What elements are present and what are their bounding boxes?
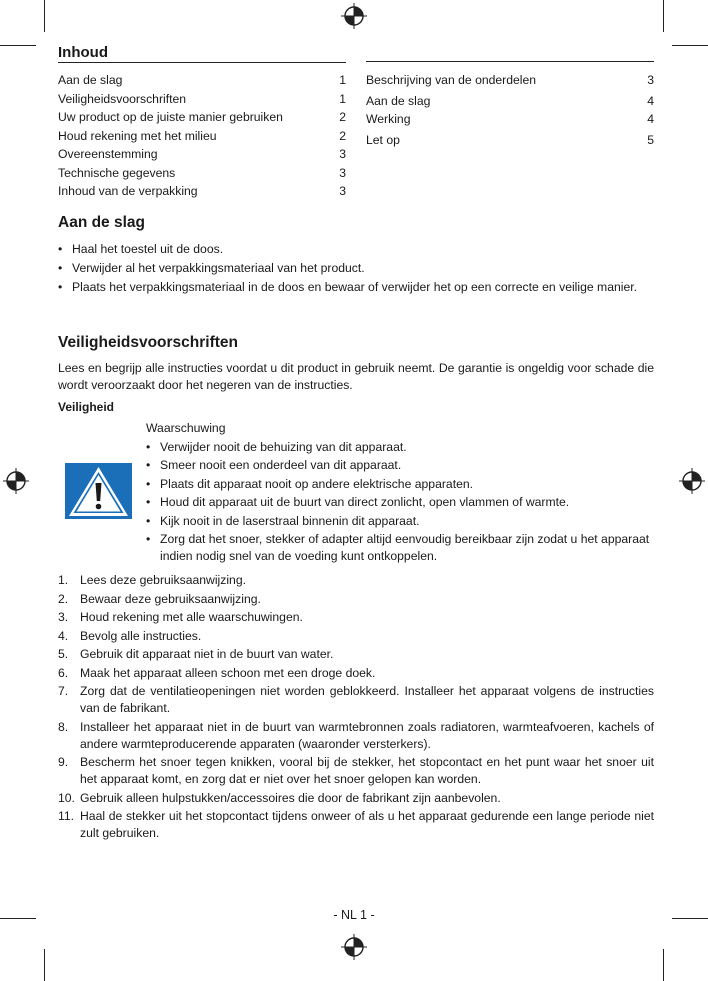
toc-divider <box>366 61 654 62</box>
toc-entry[interactable] <box>58 127 346 146</box>
toc-entry[interactable] <box>58 90 346 109</box>
list-number: 3. <box>58 610 69 624</box>
toc-entry-label: Aan de slag <box>58 73 123 87</box>
list-item: • Kijk nooit in de laserstraal binnenin dit apparaat. <box>146 513 654 530</box>
toc-entry-page: 5 <box>647 132 654 147</box>
toc-entry-page: 1 <box>339 73 346 87</box>
list-text: Gebruik alleen hulpstukken/accessoires die door de fabrikant zijn aanbevolen. <box>80 790 501 805</box>
list-item: • Smeer nooit een onderdeel van dit apparaat. <box>146 457 654 474</box>
list-item: • Verwijder al het verpakkingsmateriaal van het product. <box>58 260 654 277</box>
toc-entry[interactable] <box>58 145 346 164</box>
warning-label: Waarschuwing <box>146 421 226 435</box>
toc-entry-page: 4 <box>647 93 654 108</box>
list-text: Gebruik dit apparaat niet in de buurt van water. <box>80 647 334 661</box>
list-item <box>58 628 654 645</box>
toc-entry-page: 4 <box>647 112 654 126</box>
list-item: • Haal het toestel uit de doos. <box>58 241 654 258</box>
toc-title: Inhoud <box>58 45 346 63</box>
registration-mark-icon <box>341 3 367 29</box>
toc-entry-label: Veiligheidsvoorschriften <box>58 91 187 106</box>
list-text: Installeer het apparaat niet in de buurt van warmtebronnen zoals radiatoren, warmteafvoeren, kachels of andere warmteproducerende apparaten (waaronder versterkers). <box>80 719 654 751</box>
list-item <box>58 665 654 682</box>
toc-entry-label: Aan de slag <box>366 93 431 108</box>
warning-triangle-icon <box>65 463 132 519</box>
toc-left-column <box>58 71 346 201</box>
list-text: Bevolg alle instructies. <box>80 628 202 643</box>
toc-entry[interactable] <box>366 71 654 90</box>
toc-entry[interactable] <box>366 110 654 129</box>
section-heading-getting-started: Aan de slag <box>58 214 145 231</box>
toc-entry-page: 1 <box>339 91 346 106</box>
registration-mark-icon <box>341 934 367 960</box>
toc-entry[interactable] <box>366 92 654 111</box>
page-number: - NL 1 - <box>333 908 375 922</box>
list-item: • Plaats het verpakkingsmateriaal in de doos en bewaar of verwijder het op een correcte en veilige manier. <box>58 279 654 296</box>
list-item <box>58 790 654 807</box>
safety-rules-list <box>58 572 654 844</box>
toc-entry-label: Overeenstemming <box>58 147 158 161</box>
toc-entry-label: Beschrijving van de onderdelen <box>366 73 537 87</box>
crop-mark <box>672 45 708 46</box>
list-number: 8. <box>58 719 69 734</box>
list-text: Zorg dat de ventilatieopeningen niet worden geblokkeerd. Installeer het apparaat volgens de instructies van de fabrikant. <box>80 684 654 715</box>
toc-entry-page: 3 <box>647 73 654 87</box>
list-number: 2. <box>58 591 69 606</box>
toc-entry[interactable] <box>58 182 346 201</box>
list-text: Houd rekening met alle waarschuwingen. <box>80 610 303 624</box>
list-item: • Houd dit apparaat uit de buurt van direct zonlicht, open vlammen of warmte. <box>146 494 654 511</box>
toc-entry-page: 3 <box>339 147 346 161</box>
list-number: 1. <box>58 573 69 587</box>
list-number: 9. <box>58 755 69 769</box>
list-item <box>58 591 654 608</box>
list-number: 5. <box>58 647 69 661</box>
toc-right-column <box>366 71 654 149</box>
toc-entry-label: Uw product op de juiste manier gebruiken <box>58 110 283 124</box>
toc-entry[interactable] <box>58 164 346 183</box>
list-item: • Zorg dat het snoer, stekker of adapter altijd eenvoudig bereikbaar zijn zodat u het apparaat indien nodig snel van de voeding kunt ontkoppelen. <box>146 531 654 565</box>
toc-entry-label: Werking <box>366 112 411 126</box>
crop-mark <box>44 949 45 981</box>
toc-entry-label: Inhoud van de verpakking <box>58 184 198 198</box>
safety-subheading: Veiligheid <box>58 400 115 414</box>
list-item: • Plaats dit apparaat nooit op andere elektrische apparaten. <box>146 476 654 493</box>
toc-entry-label: Technische gegevens <box>58 165 176 180</box>
registration-mark-icon <box>679 468 705 494</box>
toc-entry-page: 2 <box>339 128 346 143</box>
toc-entry-label: Let op <box>366 132 400 147</box>
list-item <box>58 683 654 717</box>
section-heading-safety: Veiligheidsvoorschriften <box>58 334 239 351</box>
toc-entry-page: 2 <box>339 110 346 124</box>
list-item <box>58 754 654 788</box>
list-item <box>58 646 654 663</box>
list-text: Bescherm het snoer tegen knikken, vooral bij de stekker, het stopcontact en het punt waar het snoer uit het apparaat komt, en zorg dat er niet over het snoer gelopen kan worden. <box>80 755 654 786</box>
list-number: 4. <box>58 628 69 643</box>
toc-entry[interactable] <box>366 131 654 150</box>
toc-entry-label: Houd rekening met het milieu <box>58 128 217 143</box>
list-text: Haal de stekker uit het stopcontact tijdens onweer of als u het apparaat gedurende een lange periode niet zult gebruiken. <box>80 809 654 840</box>
crop-mark <box>0 45 36 46</box>
getting-started-list <box>58 241 654 297</box>
list-item <box>58 808 654 842</box>
list-item <box>58 609 654 626</box>
crop-mark <box>663 949 664 981</box>
crop-mark <box>44 0 45 32</box>
list-text: Bewaar deze gebruiksaanwijzing. <box>80 591 261 606</box>
list-item <box>58 719 654 753</box>
list-number: 7. <box>58 684 69 698</box>
list-number: 10. <box>58 790 75 805</box>
warning-list <box>146 439 654 566</box>
toc-entry-page: 3 <box>339 165 346 180</box>
toc-entry[interactable] <box>58 108 346 127</box>
crop-mark <box>663 0 664 32</box>
safety-intro: Lees en begrijp alle instructies voordat u dit product in gebruik neemt. De garantie is ongeldig voor schade die wordt veroorzaakt door het negeren van de instructies. <box>58 361 654 392</box>
list-item <box>58 572 654 589</box>
list-text: Maak het apparaat alleen schoon met een droge doek. <box>80 665 376 680</box>
list-item: • Verwijder nooit de behuizing van dit apparaat. <box>146 439 654 456</box>
toc-entry-page: 3 <box>339 184 346 198</box>
registration-mark-icon <box>3 468 29 494</box>
list-number: 11. <box>58 809 75 823</box>
toc-entry[interactable] <box>58 71 346 90</box>
list-number: 6. <box>58 665 69 680</box>
list-text: Lees deze gebruiksaanwijzing. <box>80 573 246 587</box>
